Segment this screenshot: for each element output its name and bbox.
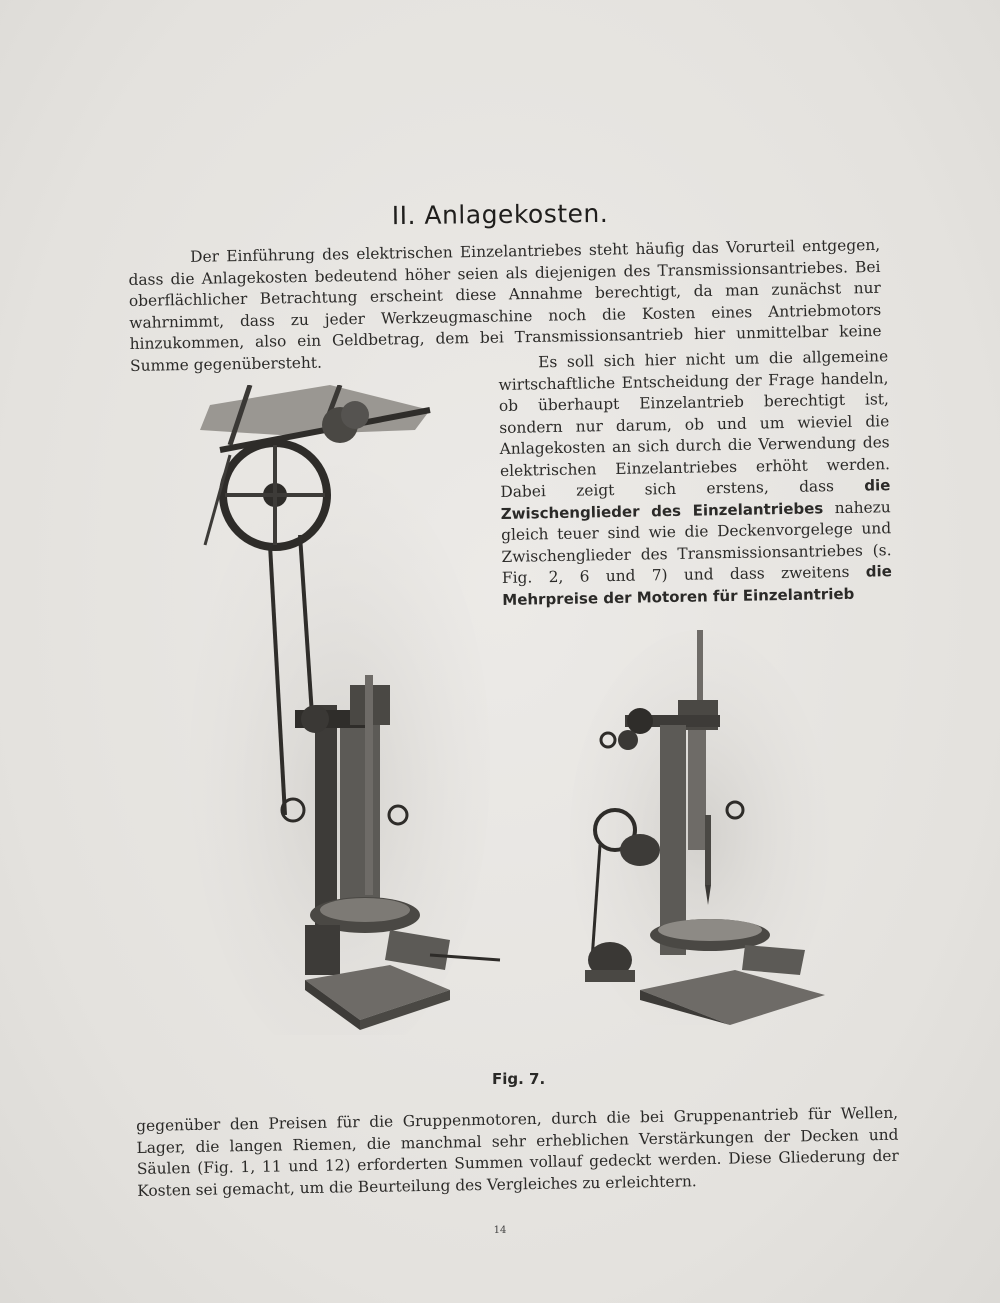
paragraph-conclusion-text: gegenüber den Preisen für die Gruppenmotoren, durch die bei Gruppenantrieb für Wellen, Lager, die langen Riemen, die manchmal sehr erheblichen Verstärkungen der Decken und Säulen (Fig. 1, 11 und 12) erforderten Summen vollauf gedeckt werden. Diese Gliederung der Kosten sei gemacht, um die Beurteilung des Vergleiches zu erleichtern. [136, 1103, 899, 1200]
bold-phrase-mehrpreise: die Mehrpreise der Motoren für Einzelantrieb [502, 562, 893, 609]
paragraph-right-text-1: Es soll sich hier nicht um die allgemeine wirtschaftliche Entscheidung der Frage handeln, ob überhaupt Einzelantrieb berechtigt ist, sondern nur darum, ob und um wieviel die Anlagekosten an sich durch die Verwendung des elektrischen Einzelantriebes erhöht werden. Dabei zeigt sich erstens, dass [498, 347, 891, 501]
page-title: II. Anlagekosten. [391, 198, 609, 231]
illustration-electric-drill-press [570, 615, 830, 1025]
paragraph-right-column [498, 346, 892, 611]
illustration-transmission-drill-press [190, 385, 520, 1035]
figure-caption: Fig. 7. [492, 1070, 546, 1088]
paragraph-intro-text: Der Einführung des elektrischen Einzelantriebes steht häufig das Vorurteil entgegen, dass die Anlagekosten bedeutend höher seien als diejenigen des Transmissionsantriebes. Bei oberflächlicher Betrachtung erscheint diese Annahme berechtigt, da man zunächst nur wahrnimmt, dass zu jeder Werkzeugmaschine noch die Kosten eines Antriebmotors hinzukommen, also ein Geldbetrag, dem bei Transmissionsantrieb hier unmittelbar keine Summe gegenübersteht. [128, 235, 882, 375]
page-number: 14 [493, 1225, 507, 1236]
paragraph-conclusion [136, 1103, 899, 1202]
paragraph-right-text-2: nahezu gleich teuer sind wie die Deckenvorgelege und Zwischenglieder des Transmissionsantriebes (s. Fig. 2, 6 und 7) und dass zweitens [501, 497, 892, 587]
bold-phrase-zwischenglieder: die Zwischenglieder des Einzelantriebes [500, 476, 891, 523]
